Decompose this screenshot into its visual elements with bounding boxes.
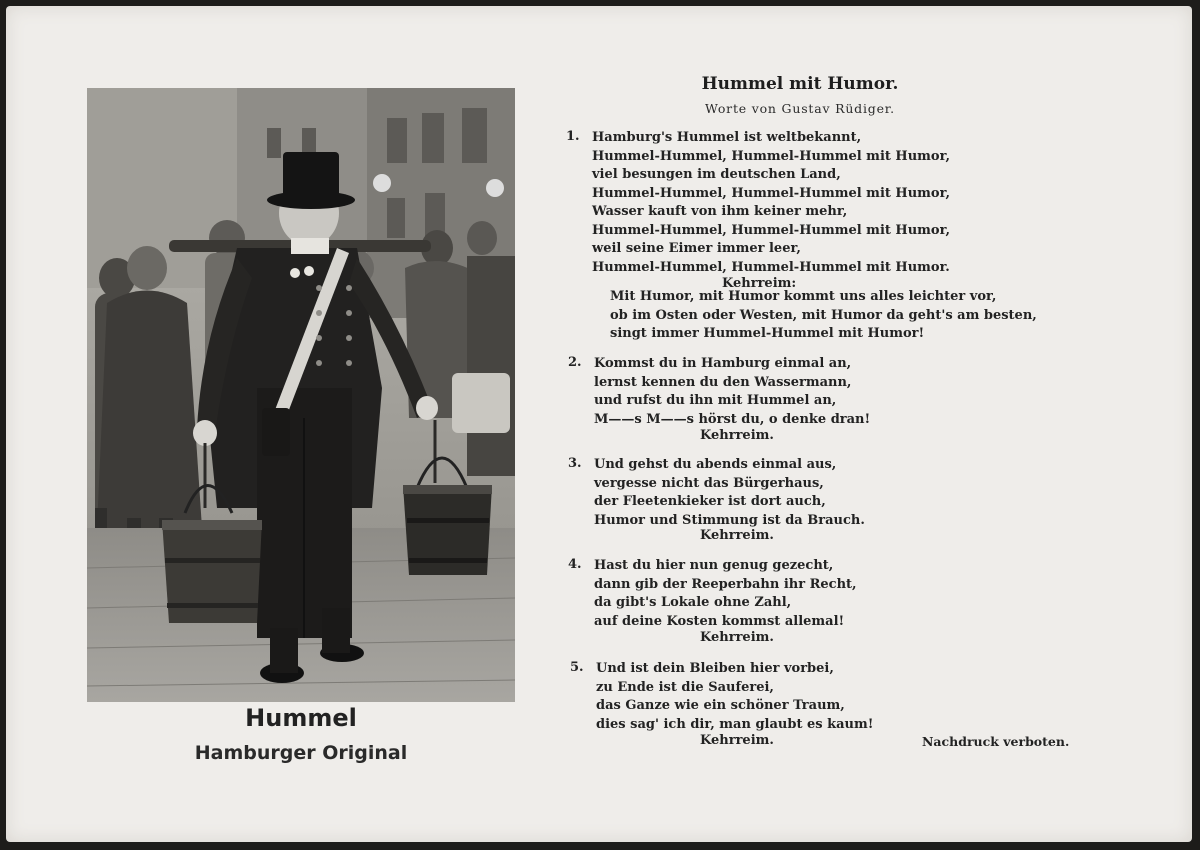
verse-line: dies sag' ich dir, man glaubt es kaum! [596,716,874,732]
verse-line: Hummel-Hummel, Hummel-Hummel mit Humor, [592,222,951,238]
verse-line: Hummel-Hummel, Hummel-Hummel mit Humor. [592,259,950,275]
refrain-label: Kehrreim. [700,528,774,543]
chorus [610,288,1037,344]
verse-line: Kommst du in Hamburg einmal an, [594,356,852,371]
verse-number: 4. [568,557,582,572]
verse-line: Humor und Stimmung ist da Brauch. [594,512,865,528]
verse-line: viel besungen im deutschen Land, [592,167,841,182]
verse-line: M——s M——s hörst du, o denke dran! [594,411,871,427]
verse-number: 2. [568,355,582,370]
hummel-photo [87,88,515,702]
verse-5 [570,660,874,734]
refrain-label: Kehrreim. [700,733,774,748]
verse-number: 5. [570,660,584,675]
refrain-label: Kehrreim. [700,428,774,443]
verse-number: 1. [566,129,580,144]
verse-3 [568,456,865,530]
verse-line: das Ganze wie ein schöner Traum, [596,698,845,713]
refrain-label: Kehrreim. [700,630,774,645]
verse-line: und rufst du ihn mit Hummel an, [594,393,837,408]
verse-line: zu Ende ist die Sauferei, [596,679,774,695]
verse-number: 3. [568,456,582,471]
chorus-line: Mit Humor, mit Humor kommt uns alles leichter vor, [610,289,997,304]
verse-line: lernst kennen du den Wassermann, [594,374,852,390]
chorus-line: singt immer Hummel-Hummel mit Humor! [610,326,925,341]
verse-2 [568,355,871,429]
chorus-line: ob im Osten oder Westen, mit Humor da geht's am besten, [610,307,1037,323]
verse-4 [568,557,857,631]
verse-line: weil seine Eimer immer leer, [592,241,801,256]
caption-title: Hummel [245,704,357,732]
verse-line: Hummel-Hummel, Hummel-Hummel mit Humor, [592,185,951,201]
verse-line: der Fleetenkieker ist dort auch, [594,494,826,509]
verse-line: da gibt's Lokale ohne Zahl, [594,595,792,610]
verse-line: vergesse nicht das Bürgerhaus, [594,475,824,491]
caption-subtitle: Hamburger Original [194,742,408,764]
copyright-notice: Nachdruck verboten. [922,734,1070,749]
refrain-label: Kehrreim: [722,276,797,291]
verse-line: Hast du hier nun genug gezecht, [594,558,834,573]
verse-line: Und gehst du abends einmal aus, [594,457,837,472]
verse-line: Hummel-Hummel, Hummel-Hummel mit Humor, [592,148,951,164]
verse-line: Wasser kauft von ihm keiner mehr, [592,204,848,219]
song-author: Worte von Gustav Rüdiger. [705,101,895,116]
verse-line: auf deine Kosten kommst allemal! [594,613,845,629]
verse-1 [566,129,951,277]
verse-line: Und ist dein Bleiben hier vorbei, [596,661,834,676]
verse-line: Hamburg's Hummel ist weltbekannt, [592,130,862,145]
photo-illustration [87,88,515,702]
verse-line: dann gib der Reeperbahn ihr Recht, [594,576,857,592]
song-title: Hummel mit Humor. [701,74,899,94]
